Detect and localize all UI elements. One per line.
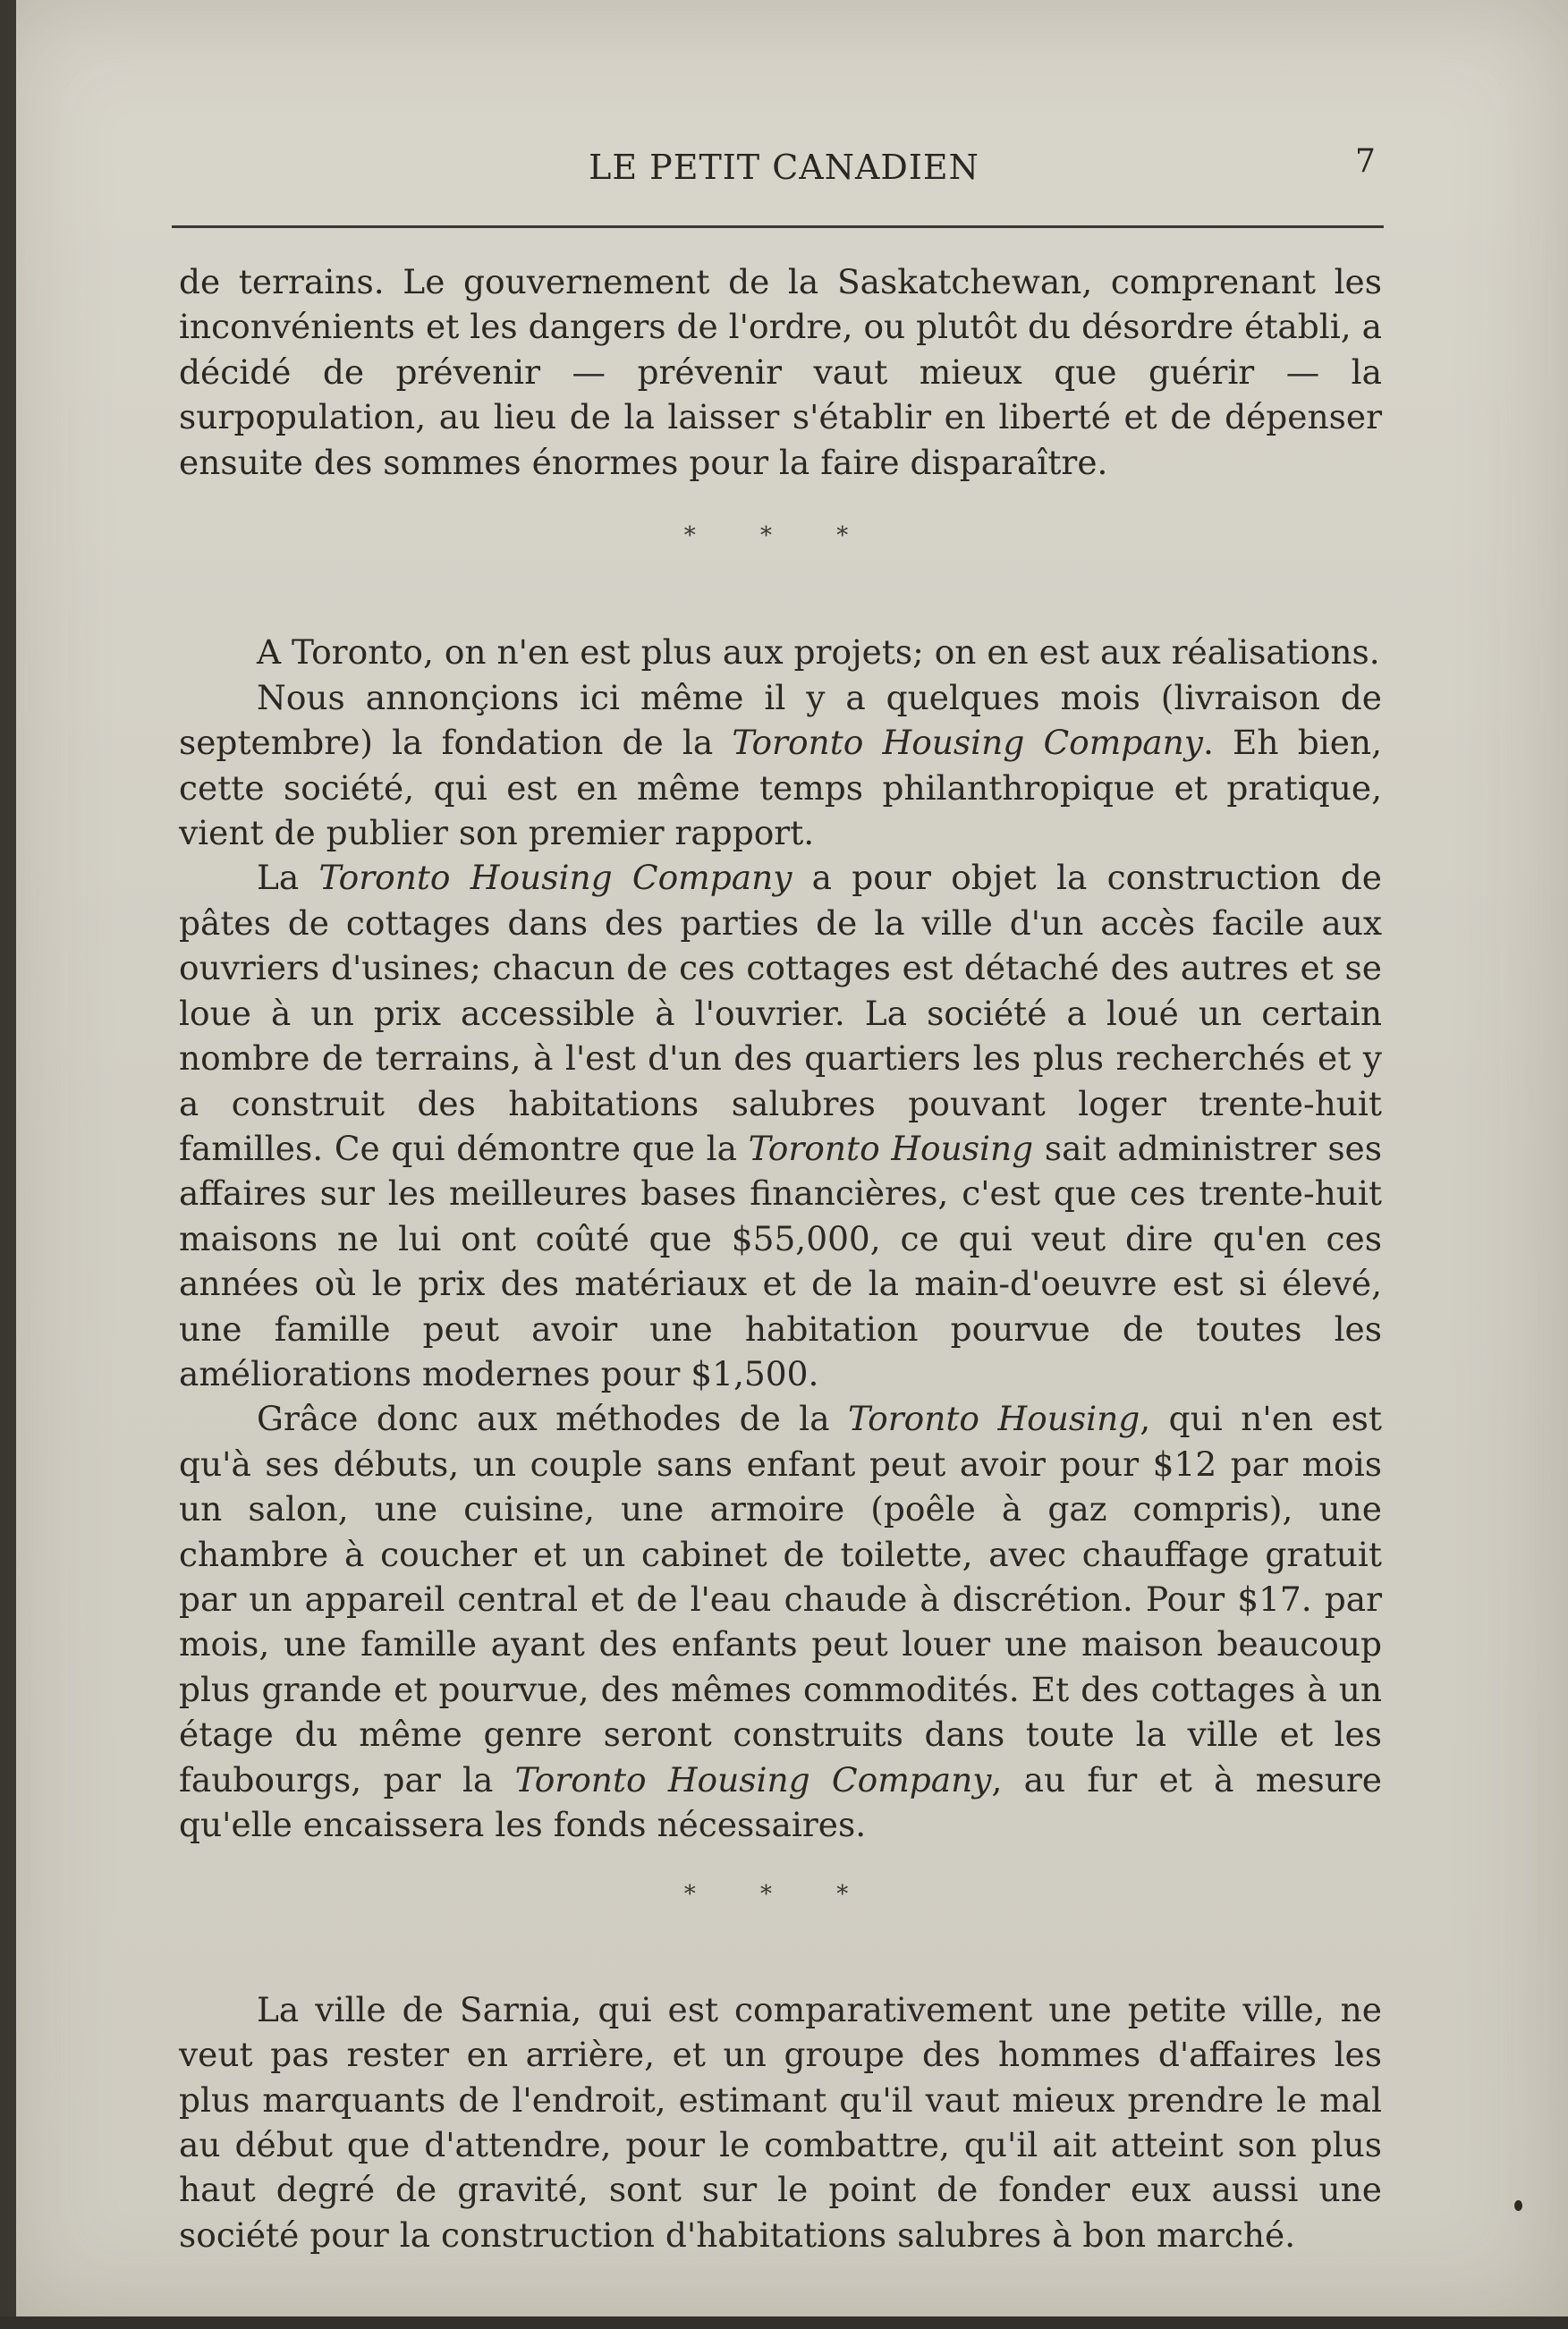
section-separator-1: * * * [683,522,877,550]
header-rule [172,225,1384,228]
section-separator-2: * * * [683,1881,877,1909]
paragraph-5 [179,1396,1382,1847]
paragraph-4 [179,855,1382,1396]
paragraph-4-text-a: La [257,858,319,898]
paragraph-3 [179,675,1382,856]
article-body [179,259,1382,2257]
running-head: LE PETIT CANADIEN [589,148,979,187]
paragraph-5-text-b: , qui n'en est qu'à ses débuts, un couple sans enfant peut avoir pour $12 par mois un salon, une cuisine, une armoire (poêle à gaz compris), une chambre à coucher et un cabinet de toilette, avec chauffage gratuit par un appareil central et de l'eau chaude à discrétion. Pour $17. par mois, une famille ayant des enfants peut louer une maison beaucoup plus grande et pourvue, des mêmes commodités. Et des cottages à un étage du même genre seront construits dans toute la ville et les faubourgs, par la [179,1399,1382,1800]
company-name: Toronto Housing Company [514,1759,992,1800]
company-name: Toronto Housing Company [732,723,1203,763]
paragraph-3-text-a: Nous annonçions ici même il y a quelques mois (livraison de septembre) la fondation de la [179,677,1382,763]
paragraph-6: La ville de Sarnia, qui est comparativement une petite ville, ne veut pas rester en arrière, et un groupe des hommes d'affaires les plus marquants de l'endroit, estimant qu'il vaut mieux prendre le mal au début que d'attendre, pour le combattre, qu'il ait atteint son plus haut degré de gravité, sont sur le point de fonder eux aussi une société pour la construction d'habitations salubres à bon marché. [179,1989,1382,2255]
paragraph-5-text-a: Grâce donc aux méthodes de la [257,1399,849,1439]
paragraph-5-text-c: , au fur et à mesure qu'elle encaissera les fonds nécessaires. [179,1759,1382,1844]
ink-speck [1514,2200,1522,2211]
paragraph-1: de terrains. Le gouvernement de la Saskatchewan, comprenant les inconvénients et les dangers de l'ordre, ou plutôt du désordre établi, a décidé de prévenir — prévenir vaut mieux que guérir — la surpopulation, au lieu de la laisser s'établir en liberté et de dépenser ensuite des sommes énormes pour la faire disparaître. [179,262,1382,482]
page-number: 7 [1355,143,1376,180]
company-name: Toronto Housing Company [318,858,792,898]
paragraph-4-text-c: sait administrer ses affaires sur les meilleures bases financières, c'est que ces trente-huit maisons ne lui ont coûté que $55,000, ce qui veut dire qu'en ces années où le prix des matériaux et de la main-d'oeuvre est si élevé, une famille peut avoir une habitation pourvue de toutes les améliorations modernes pour $1,500. [179,1128,1382,1393]
paragraph-2: A Toronto, on n'en est plus aux projets; on en est aux réalisations. [257,632,1380,673]
paragraph-3-text-b: . Eh bien, cette société, qui est en même temps philanthropique et pratique, vient de publier son premier rapport. [179,723,1382,853]
company-name: Toronto Housing [848,1399,1140,1439]
scan-edge-bottom [0,2316,1568,2329]
paragraph-4-text-b: a pour objet la construction de pâtes de cottages dans des parties de la ville d'un accès facile aux ouvriers d'usines; chacun de ces cottages est détaché des autres et se loue à un prix accessible à l'ouvrier. La société a loué un certain nombre de terrains, à l'est d'un des quartiers les plus recherchés et y a construit des habitations salubres pouvant loger trente-huit familles. Ce qui démontre que la [179,858,1382,1168]
scan-edge-left [0,0,16,2329]
company-name: Toronto Housing [748,1128,1034,1168]
